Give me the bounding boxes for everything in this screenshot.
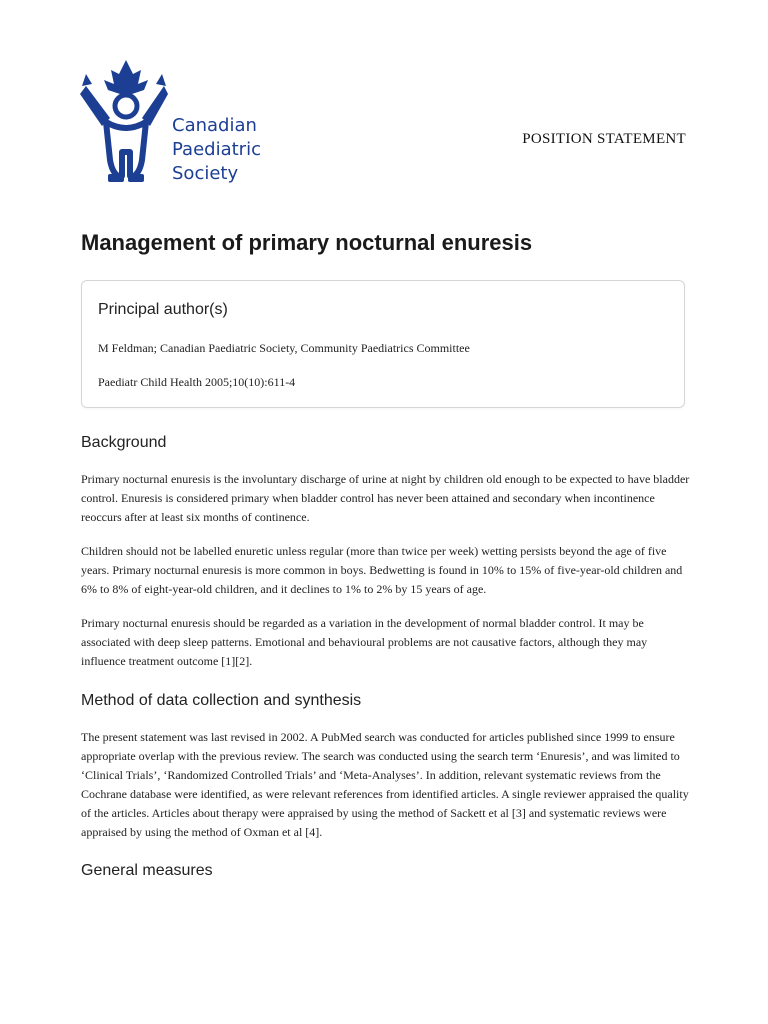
paragraph: Primary nocturnal enuresis is the involuntary discharge of urine at night by children old enough to be expected to have bladder control. Enuresis is considered primary when bladder control has never been attained and secondary when incontinence reoccurs after at least six months of continence. — [81, 472, 690, 524]
section-heading: Method of data collection and synthesis — [81, 692, 362, 709]
logo-line-1: Canadian — [172, 115, 257, 136]
paragraph: The present statement was last revised in 2002. A PubMed search was conducted for articles published since 1999 to ensure appropriate overlap with the previous review. The search was conducted using the search term ‘Enuresis’, and was limited to ‘Clinical Trials’, ‘Randomized Controlled Trials’ and ‘Meta-Analyses’. In addition, relevant systematic reviews from the Cochrane database were identified, as were relevant references from identified articles. A single reviewer appraised the quality of the articles. Articles about therapy were appraised by using the method of Sackett et al [3] and systematic reviews were appraised by using the method of Oxman et al [4]. — [81, 730, 689, 839]
section-heading: General measures — [81, 862, 213, 879]
section-general-measures — [81, 862, 691, 880]
logo-wordmark — [172, 114, 261, 186]
logo — [80, 60, 280, 190]
page-title: Management of primary nocturnal enuresis — [81, 230, 533, 255]
document-type-label: POSITION STATEMENT — [522, 131, 686, 147]
authors-list: M Feldman; Canadian Paediatric Society, Community Paediatrics Committee — [98, 341, 470, 355]
logo-line-3: Society — [172, 163, 239, 184]
principal-authors-box — [81, 280, 685, 408]
section-background — [81, 434, 691, 671]
citation: Paediatr Child Health 2005;10(10):611-4 — [98, 375, 296, 389]
logo-line-2: Paediatric — [172, 139, 261, 160]
maple-leaf-child-icon — [80, 60, 168, 188]
paragraph: Primary nocturnal enuresis should be regarded as a variation in the development of normal bladder control. It may be associated with deep sleep patterns. Emotional and behavioural problems are not causative factors, although they may influence treatment outcome [1][2]. — [81, 616, 648, 668]
section-method — [81, 692, 691, 842]
paragraph: Children should not be labelled enuretic unless regular (more than twice per week) wetting persists beyond the age of five years. Primary nocturnal enuresis is more common in boys. Bedwetting is found in 10% to 15% of five-year-old children and 6% to 8% of eight-year-old children, and it declines to 1% to 2% by 15 years of age. — [81, 544, 683, 596]
section-heading: Background — [81, 434, 167, 451]
authors-heading: Principal author(s) — [98, 301, 228, 318]
